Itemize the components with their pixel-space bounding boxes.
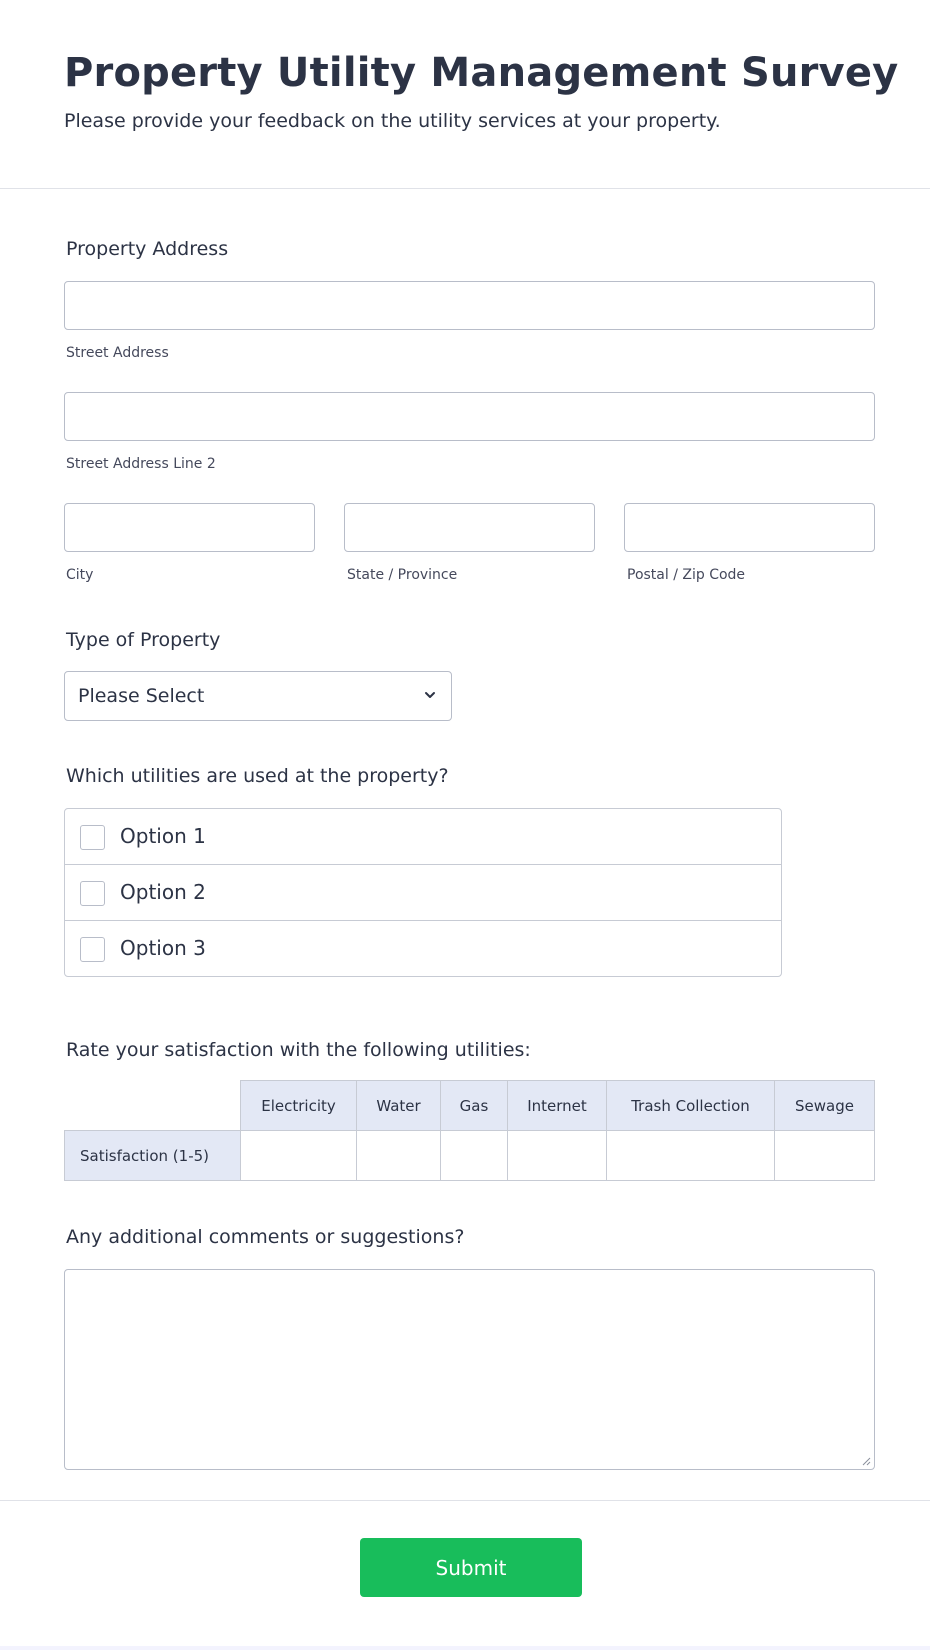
matrix-input-cell[interactable]	[507, 1130, 607, 1181]
property-address-label: Property Address	[66, 238, 229, 260]
property-type-label: Type of Property	[66, 629, 221, 651]
city-sublabel: City	[66, 567, 94, 583]
submit-button[interactable]: Submit	[360, 1538, 582, 1597]
city-input[interactable]	[64, 503, 315, 552]
checkbox-option[interactable]	[65, 865, 781, 921]
chevron-down-icon	[423, 688, 437, 702]
satisfaction-matrix	[64, 1080, 875, 1181]
matrix-column-header: Water	[356, 1080, 441, 1131]
matrix-row-label: Satisfaction (1-5)	[64, 1130, 241, 1181]
footer-divider	[0, 1500, 930, 1501]
matrix-column-header: Electricity	[240, 1080, 357, 1131]
postal-zip-sublabel: Postal / Zip Code	[627, 567, 746, 583]
checkbox[interactable]	[80, 937, 105, 962]
utilities-used-label: Which utilities are used at the property?	[66, 765, 449, 787]
property-type-selected-value: Please Select	[78, 685, 205, 707]
form-title: Property Utility Management Survey	[64, 50, 899, 96]
checkbox-option[interactable]	[65, 809, 781, 865]
comments-label: Any additional comments or suggestions?	[66, 1226, 465, 1248]
comments-textarea[interactable]	[64, 1269, 875, 1470]
property-type-select[interactable]	[64, 671, 452, 721]
street-address-input[interactable]	[64, 281, 875, 330]
street-address-sublabel: Street Address	[66, 345, 169, 361]
checkbox-label: Option 1	[120, 824, 206, 848]
postal-zip-input[interactable]	[624, 503, 875, 552]
matrix-column-header: Internet	[507, 1080, 607, 1131]
matrix-column-header: Sewage	[774, 1080, 875, 1131]
street-address-line2-input[interactable]	[64, 392, 875, 441]
matrix-column-header: Gas	[440, 1080, 508, 1131]
matrix-column-header: Trash Collection	[606, 1080, 775, 1131]
utilities-checkbox-group	[64, 808, 782, 977]
matrix-input-cell[interactable]	[440, 1130, 508, 1181]
satisfaction-label: Rate your satisfaction with the following utilities:	[66, 1039, 531, 1061]
matrix-input-cell[interactable]	[774, 1130, 875, 1181]
form-header	[0, 0, 930, 189]
resize-handle-icon[interactable]	[861, 1456, 871, 1466]
street-address-line2-sublabel: Street Address Line 2	[66, 456, 216, 472]
state-province-input[interactable]	[344, 503, 595, 552]
checkbox-label: Option 3	[120, 936, 206, 960]
checkbox-option[interactable]	[65, 921, 781, 977]
form-subtitle: Please provide your feedback on the utility services at your property.	[64, 110, 721, 132]
checkbox-label: Option 2	[120, 880, 206, 904]
state-province-sublabel: State / Province	[347, 567, 458, 583]
checkbox[interactable]	[80, 825, 105, 850]
matrix-input-cell[interactable]	[240, 1130, 357, 1181]
checkbox[interactable]	[80, 881, 105, 906]
matrix-input-cell[interactable]	[356, 1130, 441, 1181]
matrix-input-cell[interactable]	[606, 1130, 775, 1181]
